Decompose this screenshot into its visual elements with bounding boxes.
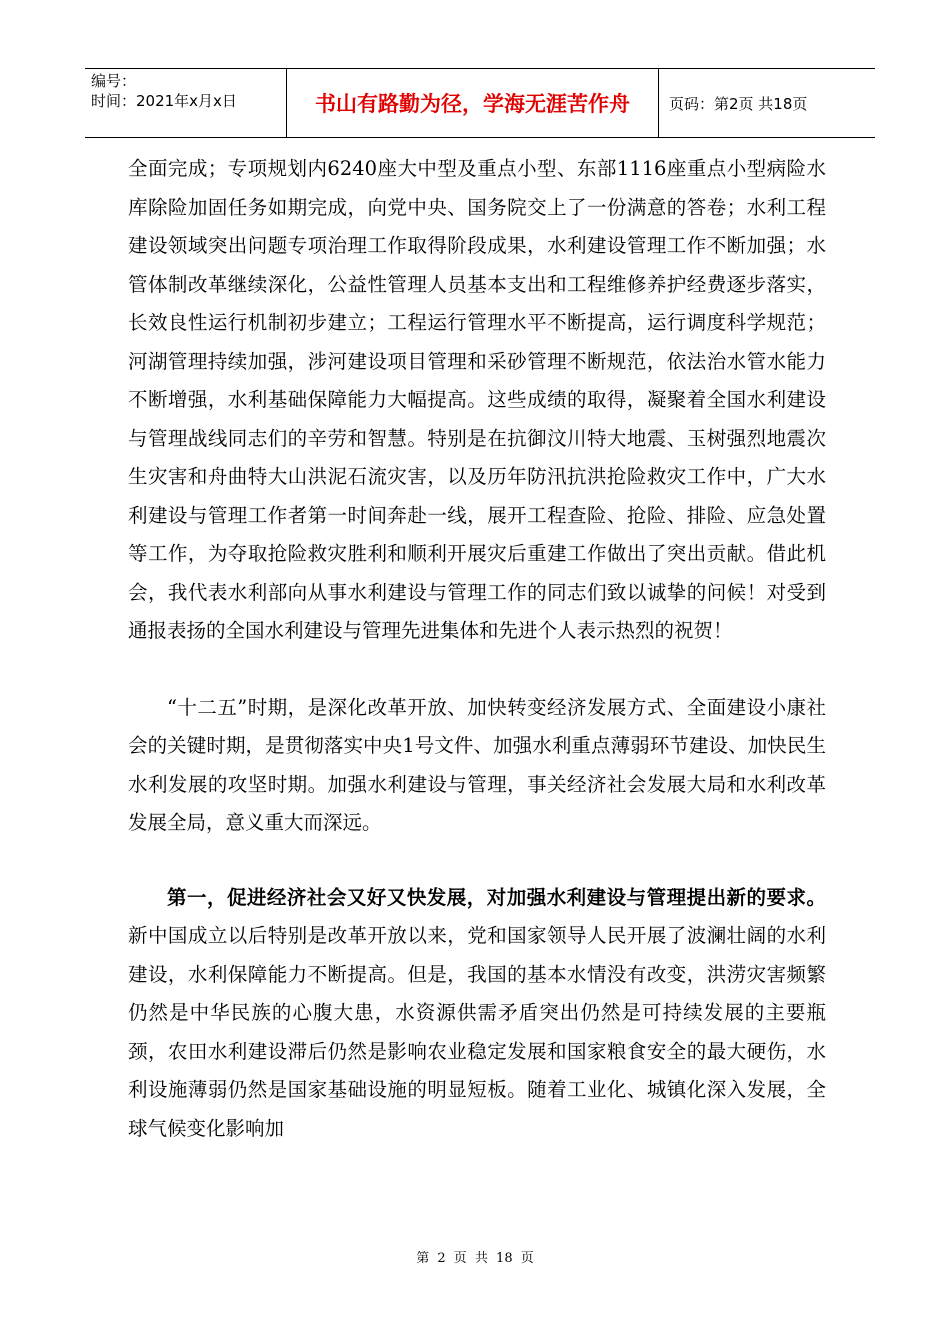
- document-body: [128, 150, 826, 1148]
- header-meta: [85, 69, 287, 137]
- document-time-label: 时间：2021年x月x日: [91, 92, 237, 110]
- page-footer: 第 2 页 共 18 页: [416, 1251, 534, 1266]
- paragraph-3-text: 新中国成立以后特别是改革开放以来，党和国家领导人民开展了波澜壮阔的水利建设，水利保障能力不断提高。但是，我国的基本水情没有改变，洪涝灾害频繁仍然是中华民族的心腹大患，水资源供需矛盾突出仍然是可持续发展的主要瓶颈，农田水利建设滞后仍然是影响农业稳定发展和国家粮食安全的最大硬伤，水利设施薄弱仍然是国家基础设施的明显短板。随着工业化、城镇化深入发展，全球气候变化影响加: [128, 924, 826, 1140]
- body-paragraph-2: “十二五”时期，是深化改革开放、加快转变经济发展方式、全面建设小康社会的关键时期，是贯彻落实中央1号文件、加强水利重点薄弱环节建设、加快民生水利发展的攻坚时期。加强水利建设与管理，事关经济社会发展大局和水利改革发展全局，意义重大而深远。: [128, 695, 826, 834]
- body-paragraph-1: 全面完成；专项规划内6240座大中型及重点小型、东部1116座重点小型病险水库除险加固任务如期完成，向党中央、国务院交上了一份满意的答卷；水利工程建设领域突出问题专项治理工作取得阶段成果，水利建设管理工作不断加强；水管体制改革继续深化，公益性管理人员基本支出和工程维修养护经费逐步落实，长效良性运行机制初步建立；工程运行管理水平不断提高，运行调度科学规范；河湖管理持续加强，涉河建设项目管理和采砂管理不断规范，依法治水管水能力不断增强，水利基础保障能力大幅提高。这些成绩的取得，凝聚着全国水利建设与管理战线同志们的辛劳和智慧。特别是在抗御汶川特大地震、玉树强烈地震次生灾害和舟曲特大山洪泥石流灾害，以及历年防汛抗洪抢险救灾工作中，广大水利建设与管理工作者第一时间奔赴一线，展开工程查险、抢险、排险、应急处置等工作，为夺取抢险救灾胜利和顺利开展灾后重建工作做出了突出贡献。借此机会，我代表水利部向从事水利建设与管理工作的同志们致以诚挚的问候！对受到通报表扬的全国水利建设与管理先进集体和先进个人表示热烈的祝贺！: [128, 157, 826, 642]
- header-motto: 书山有路勤为径，学海无涯苦作舟: [287, 69, 659, 137]
- header-page-label: 页码：第2页 共18页: [669, 94, 808, 113]
- document-number-label: 编号：: [91, 72, 137, 90]
- paragraph-3-heading: 第一，促进经济社会又好又快发展，对加强水利建设与管理提出新的要求。: [167, 885, 826, 909]
- body-paragraph-3: [128, 879, 826, 1149]
- document-header: [85, 68, 875, 138]
